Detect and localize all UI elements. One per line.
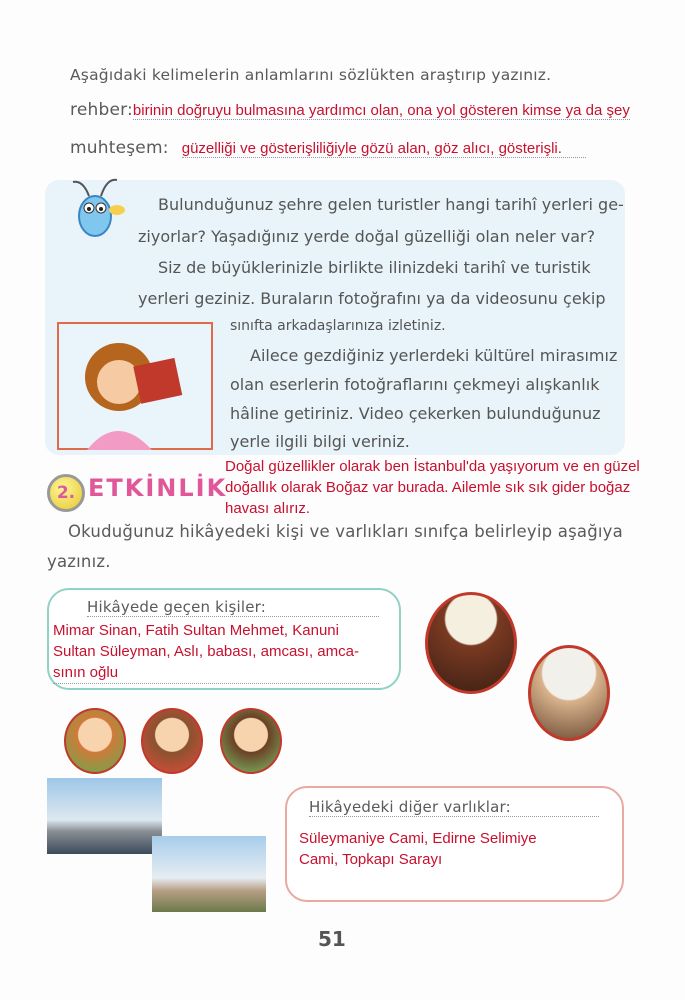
bug-mascot-icon xyxy=(55,168,135,248)
people-label: Hikâyede geçen kişiler: xyxy=(87,598,379,617)
people-answer xyxy=(53,620,379,684)
panel-line: yerleri geziniz. Buraların fotoğrafını ya da videosunu çekip xyxy=(138,289,606,308)
panel-line: sınıfta arkadaşlarınıza izletiniz. xyxy=(230,318,446,334)
answer-line: sının oğlu xyxy=(53,662,379,684)
word-label: muhteşem: xyxy=(70,138,169,158)
child-avatar xyxy=(64,708,126,774)
exercise1-instruction: Aşağıdaki kelimelerin anlamlarını sözlükten araştırıp yazınız. xyxy=(70,66,552,84)
panel-line: ziyorlar? Yaşadığınız yerde doğal güzelliği olan neler var? xyxy=(138,227,596,246)
mosque-photo xyxy=(47,778,162,854)
things-answer xyxy=(299,828,537,870)
panel-line: Bulunduğunuz şehre gelen turistler hangi tarihî yerleri ge- xyxy=(158,195,624,214)
girl-with-tablet-illustration xyxy=(57,322,213,450)
panel-line: olan eserlerin fotoğraflarını çekmeyi alışkanlık xyxy=(230,375,600,394)
panel-line: hâline getiriniz. Video çekerken bulunduğunuz xyxy=(230,404,601,423)
fatih-portrait xyxy=(425,592,517,694)
word-answer: güzelliği ve gösterişliliğiyle gözü alan, göz alıcı, gösterişli. xyxy=(182,140,586,158)
child-avatar xyxy=(220,708,282,774)
answer-line: Süleymaniye Cami, Edirne Selimiye xyxy=(299,830,537,847)
word-row-muhtesem xyxy=(70,138,586,158)
answer-line: Mimar Sinan, Fatih Sultan Mehmet, Kanuni xyxy=(53,622,339,639)
activity-number-badge xyxy=(47,474,85,512)
word-label: rehber: xyxy=(70,100,133,120)
answer-line: Doğal güzellikler olarak ben İstanbul'da yaşıyorum ve en güzel xyxy=(225,458,640,475)
answer-line: Sultan Süleyman, Aslı, babası, amcası, amca- xyxy=(53,643,359,660)
panel-answer xyxy=(225,456,640,519)
mimar-sinan-portrait xyxy=(528,645,610,741)
page-number: 51 xyxy=(318,927,346,951)
activity-instruction: yazınız. xyxy=(47,552,111,571)
activity-number: 2. xyxy=(56,483,76,503)
answer-line: doğallık olarak Boğaz var burada. Ailemle sık sık gider boğaz xyxy=(225,479,631,496)
hagia-sophia-photo xyxy=(152,836,266,912)
panel-line: Ailece gezdiğiniz yerlerdeki kültürel mirasımız xyxy=(250,346,618,365)
panel-line: Siz de büyüklerinizle birlikte ilinizdeki tarihî ve turistik xyxy=(158,258,591,277)
word-answer: birinin doğruyu bulmasına yardımcı olan, ona yol gösteren kimse ya da şey xyxy=(132,102,630,119)
answer-line: havası alırız. xyxy=(225,500,311,517)
panel-line: yerle ilgili bilgi veriniz. xyxy=(230,432,410,451)
answer-line: Cami, Topkapı Sarayı xyxy=(299,851,443,868)
child-avatar xyxy=(141,708,203,774)
things-box xyxy=(285,786,624,902)
activity-title: ETKİNLİK xyxy=(88,474,228,502)
things-label: Hikâyedeki diğer varlıklar: xyxy=(309,798,599,817)
word-row-rehber xyxy=(70,100,630,120)
people-box xyxy=(47,588,401,690)
activity-instruction: Okuduğunuz hikâyedeki kişi ve varlıkları sınıfça belirleyip aşağıya xyxy=(68,522,623,541)
